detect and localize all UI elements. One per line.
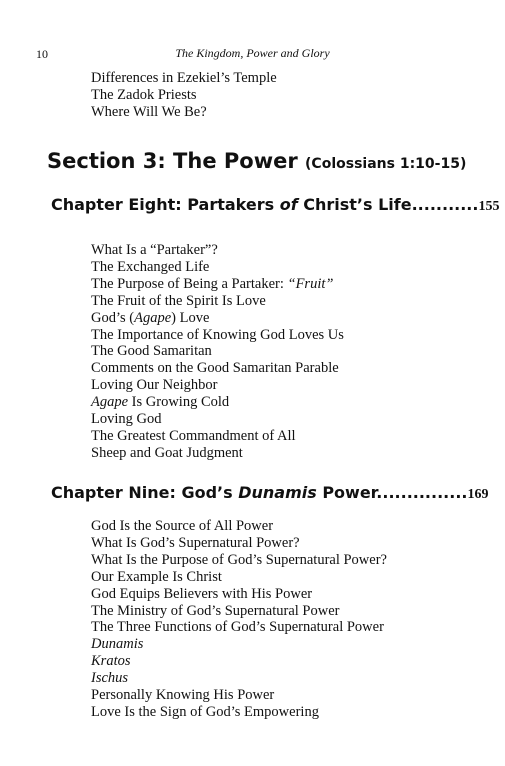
chapter-title-part: Power — [322, 483, 377, 502]
toc-entry: What Is God’s Supernatural Power? — [91, 534, 300, 551]
toc-entry: Personally Knowing His Power — [91, 687, 275, 704]
page-number: 10 — [36, 47, 48, 61]
chapter-label: Chapter Nine: — [51, 483, 176, 502]
toc-entry: Our Example Is Christ — [91, 568, 222, 585]
entry-text: The Purpose of Being a Partaker: — [91, 275, 284, 292]
toc-entry: Sheep and Goat Judgment — [91, 444, 243, 461]
toc-entry: The Fruit of the Spirit Is Love — [91, 292, 266, 309]
toc-entry: The Importance of Knowing God Loves Us — [91, 326, 344, 343]
chapter-title-part: God’s — [181, 483, 233, 502]
toc-entry: Differences in Ezekiel’s Temple — [91, 70, 277, 86]
toc-continued-list — [91, 70, 277, 121]
running-head: The Kingdom, Power and Glory — [175, 46, 330, 60]
toc-entry: God Equips Believers with His Power — [91, 585, 313, 602]
dot-leader: ........... — [411, 195, 479, 214]
toc-entry: Loving God — [91, 411, 162, 428]
entry-text-italic: Agape — [91, 394, 129, 411]
toc-entry: What Is the Purpose of God’s Supernatural Power? — [91, 551, 387, 568]
chapter-nine-heading — [51, 483, 488, 503]
toc-entry: The Good Samaritan — [91, 343, 212, 360]
chapter-title-italic: of — [279, 195, 298, 214]
section-title: Section 3: The Power — [47, 149, 298, 173]
toc-entry: Dunamis — [91, 636, 144, 653]
toc-entry: Love Is the Sign of God’s Empowering — [91, 703, 319, 720]
chapter-eight-heading — [51, 195, 499, 215]
dot-leader: ............... — [376, 483, 468, 502]
chapter-eight-entries — [91, 242, 344, 462]
toc-entry: Comments on the Good Samaritan Parable — [91, 360, 339, 377]
toc-entry: God Is the Source of All Power — [91, 518, 274, 534]
toc-entry: Ischus — [91, 670, 129, 687]
toc-entry: The Ministry of God’s Supernatural Power — [91, 602, 340, 619]
chapter-title-part: Christ’s Life — [303, 195, 412, 214]
toc-entry: What Is a “Partaker”? — [91, 242, 218, 258]
chapter-title-italic: Dunamis — [238, 483, 317, 502]
section-scripture-reference: (Colossians 1:10-15) — [305, 156, 467, 172]
entry-text: ) Love — [171, 309, 210, 326]
toc-entry: Kratos — [91, 653, 131, 670]
toc-entry: The Zadok Priests — [91, 86, 197, 103]
chapter-page-number: 155 — [478, 199, 500, 214]
section-heading — [47, 149, 466, 173]
entry-text: Is Growing Cold — [128, 394, 230, 411]
chapter-label: Chapter Eight: — [51, 195, 182, 214]
toc-entry — [91, 276, 344, 293]
chapter-title-part: Partakers — [187, 195, 275, 214]
chapter-nine-entries — [91, 518, 387, 721]
toc-entry: The Three Functions of God’s Supernatural Power — [91, 619, 384, 636]
toc-entry: The Exchanged Life — [91, 258, 210, 275]
toc-entry: The Greatest Commandment of All — [91, 427, 296, 444]
toc-entry: Loving Our Neighbor — [91, 377, 218, 394]
chapter-page-number: 169 — [467, 487, 489, 502]
entry-text-italic: Agape — [134, 309, 172, 326]
entry-text-italic: “Fruit” — [287, 275, 334, 292]
toc-entry: Where Will We Be? — [91, 103, 207, 120]
toc-entry — [91, 394, 344, 411]
toc-entry — [91, 310, 344, 327]
entry-text: God’s ( — [91, 309, 135, 326]
